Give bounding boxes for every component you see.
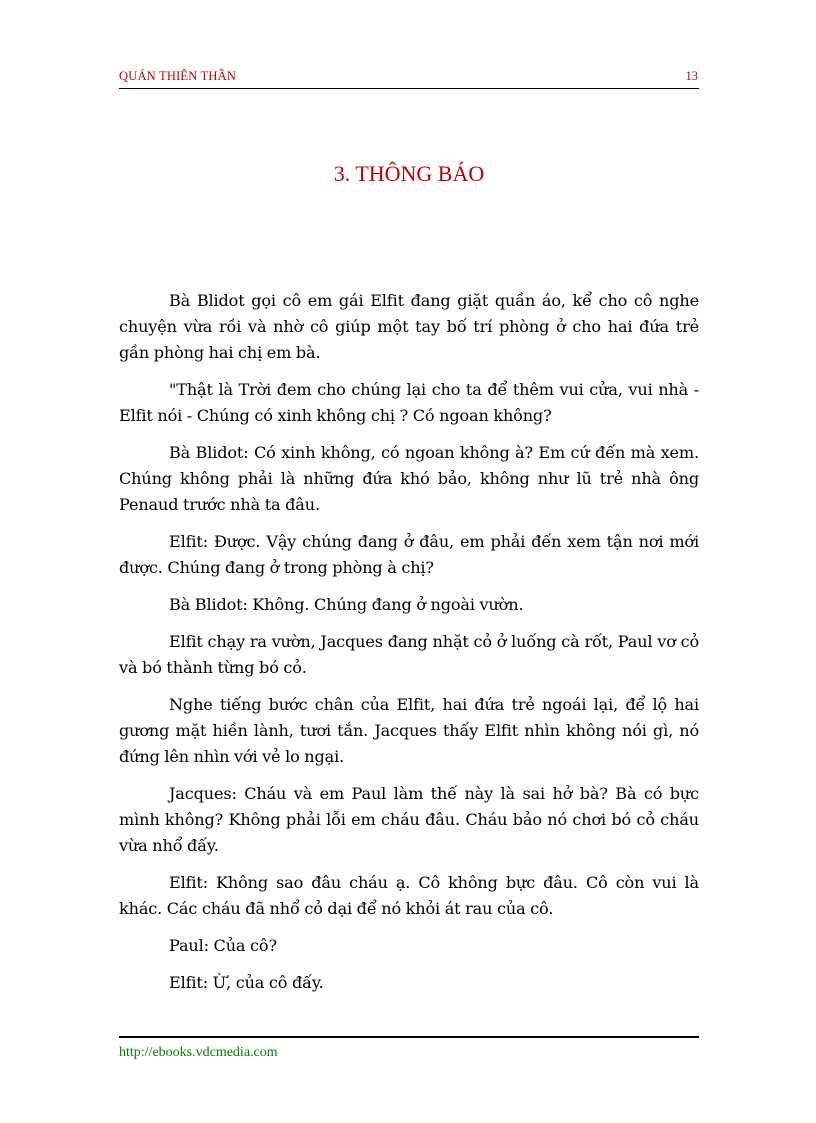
paragraph: Elfit chạy ra vườn, Jacques đang nhặt cỏ ở luống cà rốt, Paul vơ cỏ và bó thành từng bó cỏ.: [119, 632, 699, 677]
paragraph: Bà Blidot: Không. Chúng đang ở ngoài vườn.: [169, 595, 524, 614]
page-number: 13: [685, 69, 698, 83]
footer-divider: [119, 1036, 699, 1038]
running-header-title: QUÁN THIÊN THẦN: [119, 69, 237, 83]
paragraph: Elfit: Được. Vậy chúng đang ở đâu, em phải đến xem tận nơi mới được. Chúng đang ở trong phòng à chị?: [119, 532, 699, 577]
paragraph: Nghe tiếng bước chân của Elfit, hai đứa trẻ ngoái lại, để lộ hai gương mặt hiền lành, tươi tắn. Jacques thấy Elfit nhìn không nói gì, nó đứng lên nhìn với vẻ lo ngại.: [119, 695, 699, 766]
paragraph: Elfit: Ừ, của cô đấy.: [169, 973, 324, 992]
footer-website-link[interactable]: http://ebooks.vdcmedia.com: [119, 1045, 278, 1060]
paragraph: Paul: Của cô?: [169, 936, 277, 955]
chapter-title: 3. THÔNG BÁO: [333, 161, 485, 186]
body-text: [119, 288, 699, 1007]
paragraph: Elfit: Không sao đâu cháu ạ. Cô không bực đâu. Cô còn vui là khác. Các cháu đã nhổ cỏ dại để nó khỏi át rau của cô.: [119, 873, 699, 918]
paragraph: "Thật là Trời đem cho chúng lại cho ta để thêm vui cửa, vui nhà - Elfit nói - Chúng có xinh không chị ? Có ngoan không?: [119, 380, 699, 425]
header-divider: [119, 88, 699, 89]
paragraph: Jacques: Cháu và em Paul làm thế này là sai hở bà? Bà có bực mình không? Không phải lỗi em cháu đâu. Cháu bảo nó chơi bó cỏ cháu vừa nhổ đấy.: [119, 784, 699, 855]
paragraph: Bà Blidot gọi cô em gái Elfit đang giặt quần áo, kể cho cô nghe chuyện vừa rồi và nhờ cô giúp một tay bố trí phòng ở cho hai đứa trẻ gần phòng hai chị em bà.: [119, 291, 699, 362]
paragraph: Bà Blidot: Có xinh không, có ngoan không à? Em cứ đến mà xem. Chúng không phải là những đứa khó bảo, không như lũ trẻ nhà ông Penaud trước nhà ta đâu.: [119, 443, 699, 514]
